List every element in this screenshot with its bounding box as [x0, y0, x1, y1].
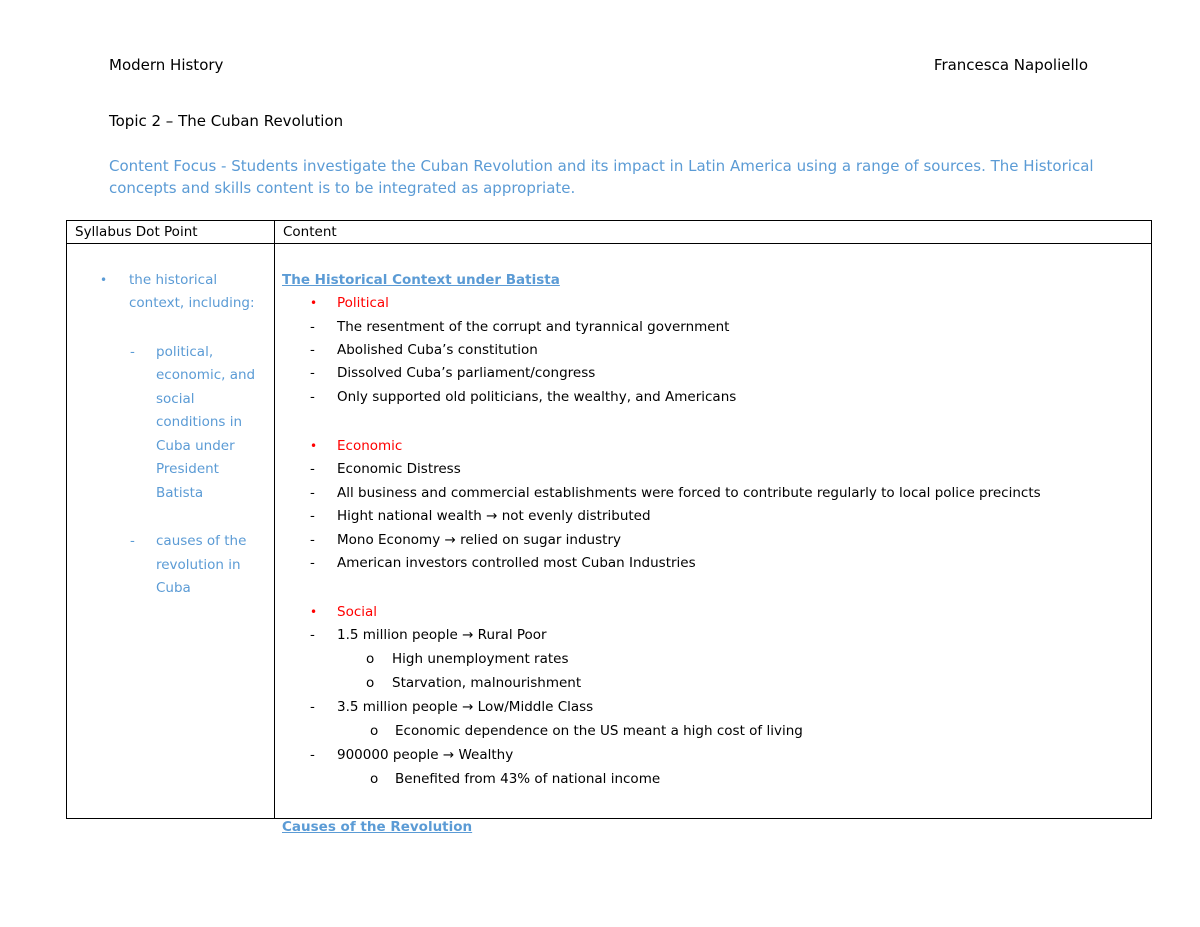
list-item: 1.5 million people → Rural Poor	[337, 627, 547, 643]
list-item: Only supported old politicians, the wealthy, and Americans	[337, 389, 737, 405]
syllabus-sub1-line: economic, and	[156, 367, 256, 383]
social-heading: Social	[337, 604, 378, 620]
sub-list-item: Economic dependence on the US meant a high cost of living	[395, 723, 803, 739]
syllabus-sub1-line: President	[156, 461, 219, 477]
syllabus-sub1-line: Cuba under	[156, 438, 235, 454]
sub-bullet: o	[366, 651, 375, 667]
sub-list-item: Benefited from 43% of national income	[395, 771, 661, 787]
list-dash: -	[310, 319, 315, 335]
economic-heading: Economic	[337, 438, 403, 454]
list-dash: -	[310, 389, 315, 405]
list-dash: -	[310, 555, 315, 571]
list-dash: -	[310, 532, 315, 548]
list-dash: -	[310, 747, 315, 763]
list-item: Mono Economy → relied on sugar industry	[337, 532, 621, 548]
list-dash: -	[310, 699, 315, 715]
sub-list-item: Starvation, malnourishment	[392, 675, 582, 691]
list-item: Hight national wealth → not evenly distributed	[337, 508, 651, 524]
sub-bullet: o	[370, 723, 379, 739]
syllabus-table	[66, 220, 1152, 835]
list-item: Abolished Cuba’s constitution	[337, 342, 538, 358]
economic-bullet: •	[310, 439, 318, 453]
syllabus-sub2-line: causes of the	[156, 533, 247, 549]
syllabus-main-line1: the historical	[129, 272, 218, 288]
document-course-title: Modern History	[109, 56, 224, 74]
list-item: American investors controlled most Cuban Industries	[337, 555, 696, 571]
list-dash: -	[310, 342, 315, 358]
political-heading: Political	[337, 295, 389, 311]
section-title-causes[interactable]: Causes of the Revolution	[282, 819, 473, 835]
syllabus-sub2-line: Cuba	[156, 580, 191, 596]
header-syllabus-dot-point: Syllabus Dot Point	[67, 221, 275, 244]
document-author: Francesca Napoliello	[933, 56, 1088, 74]
content-cell	[275, 244, 1152, 835]
syllabus-main-line2: context, including:	[129, 295, 255, 311]
list-item: The resentment of the corrupt and tyrannical government	[337, 319, 730, 335]
syllabus-sub1-line: conditions in	[156, 414, 243, 430]
topic-heading: Topic 2 – The Cuban Revolution	[109, 112, 344, 130]
content-focus-text: Content Focus - Students investigate the Cuban Revolution and its impact in Latin America using a range of sources. The Historical concepts and skills content is to be integrated as appropriate.	[109, 157, 1094, 197]
list-dash: -	[310, 627, 315, 643]
sub-bullet: o	[370, 771, 379, 787]
syllabus-bullet: •	[100, 273, 108, 287]
list-item: 3.5 million people → Low/Middle Class	[337, 699, 594, 715]
table-row	[67, 244, 1152, 819]
sub-list-item: High unemployment rates	[392, 651, 569, 667]
header-content: Content	[275, 221, 1152, 244]
syllabus-sub2-dash: -	[130, 533, 135, 549]
section-title-historical-context[interactable]: The Historical Context under Batista	[282, 272, 560, 288]
syllabus-sub1-line: social	[156, 391, 195, 407]
list-item: 900000 people → Wealthy	[337, 747, 514, 763]
list-dash: -	[310, 485, 315, 501]
list-dash: -	[310, 461, 315, 477]
list-dash: -	[310, 508, 315, 524]
sub-bullet: o	[366, 675, 375, 691]
syllabus-sub1-line: political,	[156, 344, 214, 360]
list-item: Economic Distress	[337, 461, 461, 477]
syllabus-sub1-dash: -	[130, 344, 135, 360]
list-item: All business and commercial establishments were forced to contribute regularly to local police precincts	[337, 485, 1041, 501]
list-item: Dissolved Cuba’s parliament/congress	[337, 365, 596, 381]
syllabus-sub1-line: Batista	[156, 485, 204, 501]
social-bullet: •	[310, 605, 318, 619]
syllabus-cell	[67, 244, 275, 819]
table-header-row	[67, 221, 1152, 244]
political-bullet: •	[310, 296, 318, 310]
list-dash: -	[310, 365, 315, 381]
syllabus-sub2-line: revolution in	[156, 557, 241, 573]
